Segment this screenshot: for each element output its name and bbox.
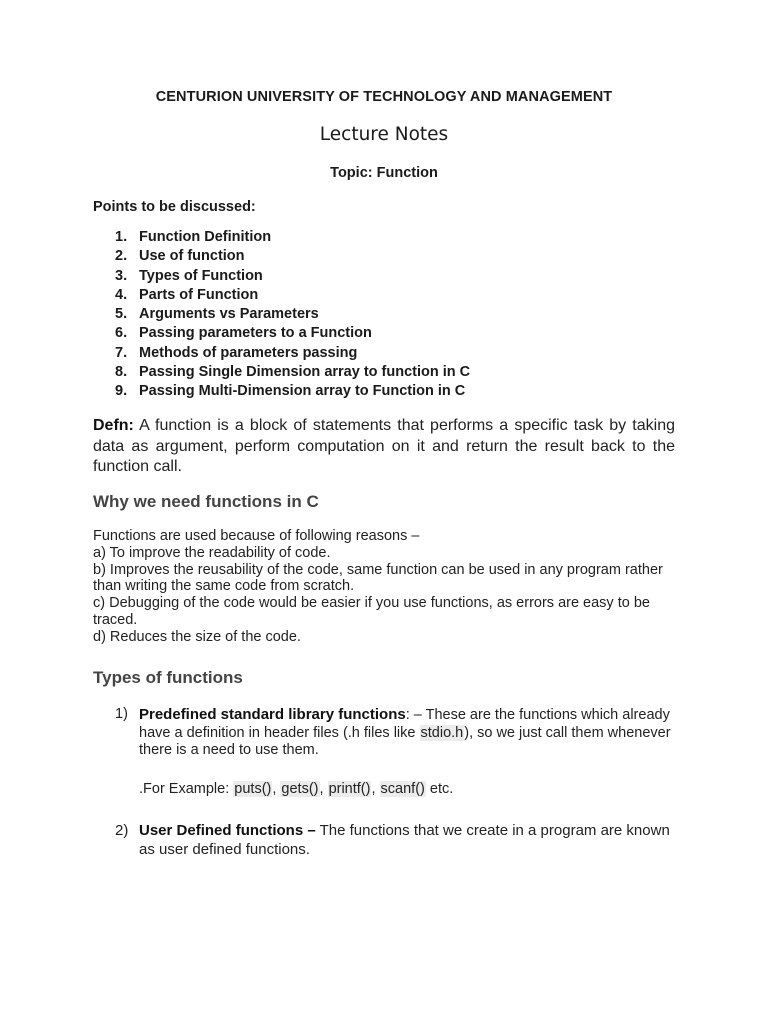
list-item bbox=[115, 363, 471, 382]
reason-line: c) Debugging of the code would be easier if you use functions, as errors are easy to be traced. bbox=[93, 595, 650, 628]
list-number: 7. bbox=[115, 344, 128, 361]
list-item bbox=[115, 324, 470, 343]
list-item-text: Passing Multi-Dimension array to Function in C bbox=[139, 383, 466, 400]
type-item-predefined bbox=[115, 706, 684, 760]
type-text: : – These are the functions which already have a definition in header files (.h files like bbox=[139, 707, 670, 741]
list-item bbox=[115, 247, 470, 266]
code-snippet: printf() bbox=[328, 781, 371, 797]
topic-title: Topic: Function bbox=[330, 165, 438, 181]
code-snippet: scanf() bbox=[380, 781, 425, 797]
type-text: ), so we just call them whenever there is a need to use them. bbox=[139, 724, 671, 758]
code-snippet: puts() bbox=[234, 781, 272, 797]
university-name: CENTURION UNIVERSITY OF TECHNOLOGY AND MANAGEMENT bbox=[155, 89, 613, 105]
list-item-text: Function Definition bbox=[139, 229, 272, 245]
type-item-user-defined bbox=[115, 822, 684, 859]
example-prefix: .For Example: bbox=[139, 781, 234, 797]
list-item bbox=[115, 286, 470, 305]
points-list bbox=[115, 228, 471, 402]
reason-line: a) To improve the readability of code. bbox=[93, 544, 331, 561]
list-item bbox=[115, 344, 470, 363]
why-heading: Why we need functions in C bbox=[93, 492, 319, 511]
example-suffix: etc. bbox=[425, 781, 454, 797]
code-snippet: gets() bbox=[281, 781, 319, 797]
list-number: 9. bbox=[115, 383, 128, 400]
list-number: 6. bbox=[115, 325, 128, 342]
code-snippet: stdio.h bbox=[420, 724, 464, 741]
list-number: 5. bbox=[115, 306, 128, 323]
list-number: 4. bbox=[115, 286, 128, 303]
list-item-text: Passing Single Dimension array to function in C bbox=[139, 364, 471, 381]
type-text: The functions that we create in a program are known as user defined functions. bbox=[139, 822, 670, 858]
list-item bbox=[115, 228, 470, 247]
list-number: 8. bbox=[115, 364, 128, 381]
list-item bbox=[115, 305, 470, 324]
definition-text: A function is a block of statements that performs a specific task by taking data as argument, perform computation on it and return the result back to the function call. bbox=[93, 417, 675, 475]
list-item bbox=[115, 382, 470, 401]
reason-line: d) Reduces the size of the code. bbox=[93, 628, 301, 645]
list-item-text: Types of Function bbox=[139, 267, 263, 284]
reason-line: Functions are used because of following reasons – bbox=[93, 528, 420, 544]
list-number: 2. bbox=[115, 248, 128, 265]
list-item bbox=[115, 267, 470, 286]
definition-paragraph bbox=[93, 416, 675, 478]
list-item-text: Parts of Function bbox=[139, 286, 259, 303]
points-heading: Points to be discussed: bbox=[93, 199, 256, 215]
type-number: 1) bbox=[115, 706, 128, 722]
types-heading: Types of functions bbox=[93, 668, 243, 687]
list-item-text: Arguments vs Parameters bbox=[139, 306, 319, 323]
type-number: 2) bbox=[115, 822, 129, 839]
list-number: 1. bbox=[115, 229, 128, 245]
example-line: .For Example: puts(), gets(), printf(), scanf() etc. bbox=[139, 781, 454, 797]
type-title: User Defined functions – bbox=[139, 822, 316, 839]
lecture-title: Lecture Notes bbox=[319, 124, 449, 145]
reason-line: b) Improves the reusability of the code, same function can be used in any program rather than writing the same code from scratch. bbox=[93, 561, 663, 595]
list-item-text: Use of function bbox=[139, 248, 245, 265]
list-item-text: Methods of parameters passing bbox=[139, 344, 358, 361]
list-number: 3. bbox=[115, 267, 128, 284]
reasons-list bbox=[93, 528, 683, 646]
definition-label: Defn: bbox=[93, 417, 134, 434]
type-title: Predefined standard library functions bbox=[139, 706, 406, 723]
list-item-text: Passing parameters to a Function bbox=[139, 325, 372, 342]
